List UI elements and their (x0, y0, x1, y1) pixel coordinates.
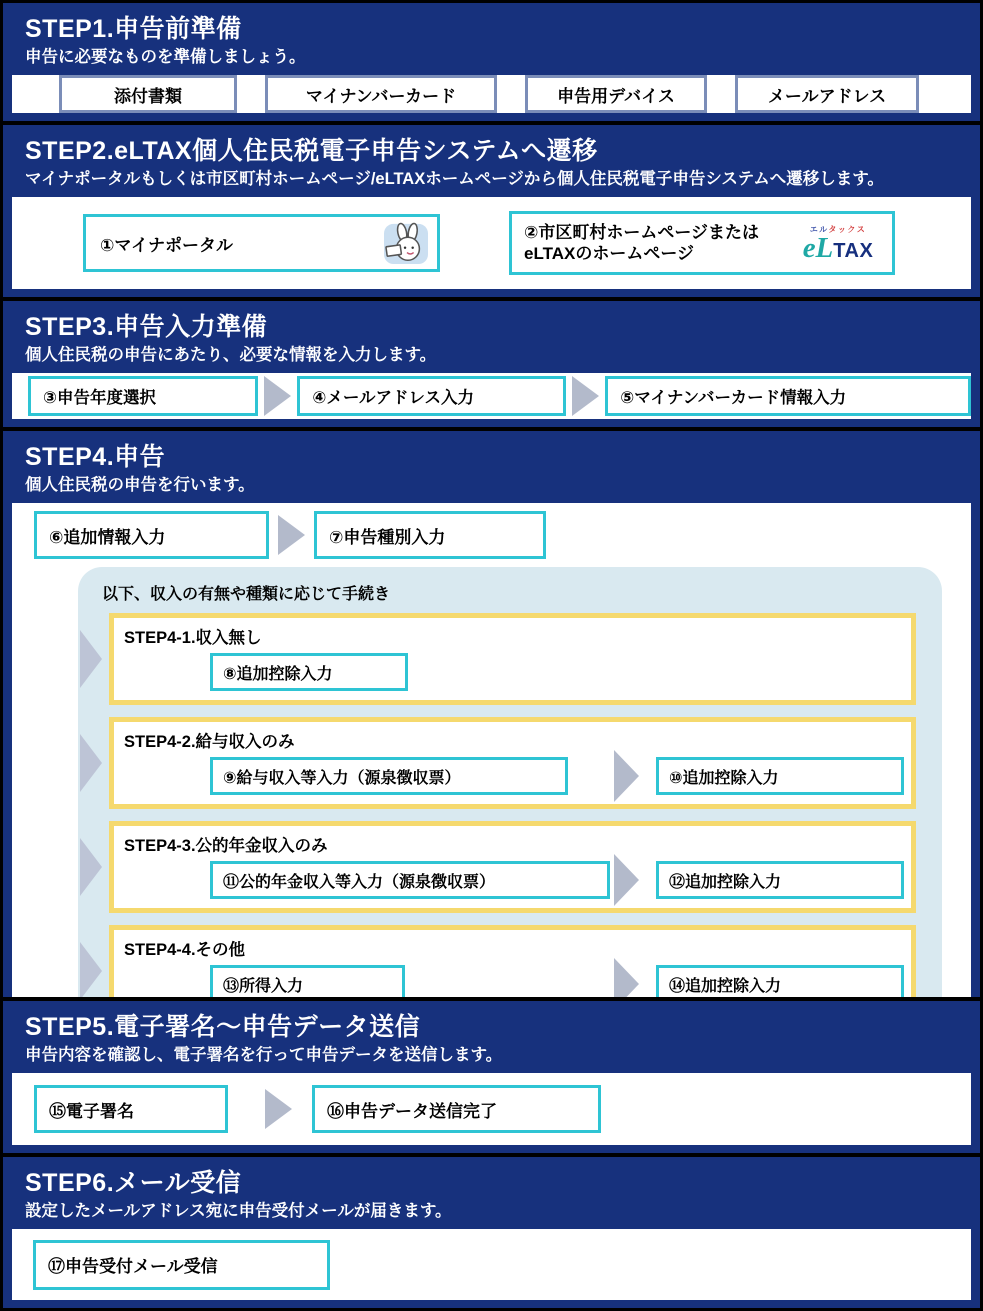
step3-content-band (12, 373, 971, 419)
box-2-label-line1: ②市区町村ホームページまたは (524, 222, 760, 242)
branch-chevron-icon (80, 734, 102, 792)
step2-content-band (12, 197, 971, 289)
step6-subtitle: 設定したメールアドレス宛に申告受付メールが届きます。 (25, 1202, 452, 1220)
step5-content-band (12, 1073, 971, 1145)
step1-title: STEP1.申告前準備 (25, 15, 242, 43)
step3-subtitle: 個人住民税の申告にあたり、必要な情報を入力します。 (25, 346, 437, 364)
branch-title-step4-1: STEP4-1.収入無し (124, 629, 262, 648)
step6-section (3, 1157, 980, 1308)
step2-section (3, 125, 980, 297)
box-9-salary-income-input: ⑨給与収入等入力（源泉徴収票） (210, 757, 568, 795)
flow-arrow-icon (572, 376, 599, 416)
branch-flow-step4-3 (210, 861, 911, 899)
branch-note: 以下、収入の有無や種類に応じて手続き (102, 586, 391, 604)
step2-title: STEP2.eLTAX個人住民税電子申告システムへ遷移 (25, 137, 598, 165)
box-1-label: ①マイナポータル (100, 235, 234, 255)
box-7-filing-type-input: ⑦申告種別入力 (314, 511, 546, 559)
flow-arrow-icon (264, 376, 291, 416)
box-3-filing-year-select: ③申告年度選択 (28, 376, 258, 416)
step6-content-band (12, 1229, 971, 1300)
eltax-logo-ruby: エルタックス (809, 224, 867, 234)
step4-subtitle: 個人住民税の申告を行います。 (25, 476, 255, 494)
branch-row-pension-income-only (80, 821, 916, 913)
item-mynumber-card: マイナンバーカード (265, 75, 497, 113)
branch-flow-step4-1 (210, 653, 911, 691)
box-1-mynaportal (83, 214, 440, 272)
step5-title: STEP5.電子署名～申告データ送信 (25, 1013, 421, 1041)
box-2-label-line2: eLTAXのホームページ (524, 244, 694, 264)
branch-row-salary-income-only (80, 717, 916, 809)
item-email-address: メールアドレス (735, 75, 919, 113)
eltax-logo (792, 224, 884, 263)
flow-arrow-icon (614, 750, 639, 802)
branch-row-no-income (80, 613, 916, 705)
box-17-filing-receipt-mail: ⑰申告受付メール受信 (33, 1240, 330, 1290)
box-13-income-input: ⑬所得入力 (210, 965, 405, 997)
step5-section (3, 1001, 980, 1153)
branch-flow-step4-4 (210, 965, 911, 997)
box-4-email-input: ④メールアドレス入力 (297, 376, 566, 416)
branch-chevron-icon (80, 942, 102, 997)
eltax-logo-wordmark: eLTAX (802, 231, 874, 264)
box-12-additional-deduction-input: ⑫追加控除入力 (656, 861, 904, 899)
step4-content-band (12, 503, 971, 997)
step1-section (3, 3, 980, 121)
box-14-additional-deduction-input: ⑭追加控除入力 (656, 965, 904, 997)
step2-subtitle: マイナポータルもしくは市区町村ホームページ/eLTAXホームページから個人住民税電子申告システムへ遷移します。 (25, 170, 884, 188)
flow-arrow-icon (265, 1089, 292, 1129)
branch-row-other-income (80, 925, 916, 997)
step4-top-flow (34, 511, 971, 559)
flow-arrow-icon (614, 958, 639, 997)
branch-box-step4-1 (109, 613, 916, 705)
item-filing-device: 申告用デバイス (525, 75, 707, 113)
step4-section (3, 431, 980, 997)
step5-subtitle: 申告内容を確認し、電子署名を行って申告データを送信します。 (25, 1046, 503, 1064)
branch-title-step4-2: STEP4-2.給与収入のみ (124, 733, 295, 752)
branch-title-step4-4: STEP4-4.その他 (124, 941, 246, 960)
flow-arrow-icon (278, 515, 305, 555)
box-2-label (524, 222, 792, 265)
box-10-additional-deduction-input: ⑩追加控除入力 (656, 757, 904, 795)
branch-title-step4-3: STEP4-3.公的年金収入のみ (124, 837, 328, 856)
branch-chevron-icon (80, 630, 102, 688)
maina-chan-mascot-icon (383, 221, 429, 265)
box-8-additional-deduction-input: ⑧追加控除入力 (210, 653, 408, 691)
step3-section (3, 301, 980, 427)
step4-title: STEP4.申告 (25, 443, 166, 471)
box-16-filing-data-sent-complete: ⑯申告データ送信完了 (312, 1085, 601, 1133)
box-15-digital-signature: ⑮電子署名 (34, 1085, 228, 1133)
flow-arrow-icon (614, 854, 639, 906)
item-attachment-documents: 添付書類 (59, 75, 237, 113)
step1-subtitle: 申告に必要なものを準備しましょう。 (25, 48, 306, 66)
box-6-additional-info-input: ⑥追加情報入力 (34, 511, 269, 559)
branch-box-step4-4 (109, 925, 916, 997)
branch-flow-step4-2 (210, 757, 911, 795)
step3-title: STEP3.申告入力準備 (25, 313, 268, 341)
box-2-municipality-or-eltax-homepage (509, 211, 895, 275)
branch-box-step4-2 (109, 717, 916, 809)
step4-branch-panel (78, 567, 942, 997)
box-11-pension-income-input: ⑪公的年金収入等入力（源泉徴収票） (210, 861, 610, 899)
branch-box-step4-3 (109, 821, 916, 913)
step1-content-band (12, 75, 971, 113)
step6-title: STEP6.メール受信 (25, 1169, 242, 1197)
branch-chevron-icon (80, 838, 102, 896)
box-5-mynumber-card-info-input: ⑤マイナンバーカード情報入力 (605, 376, 971, 416)
